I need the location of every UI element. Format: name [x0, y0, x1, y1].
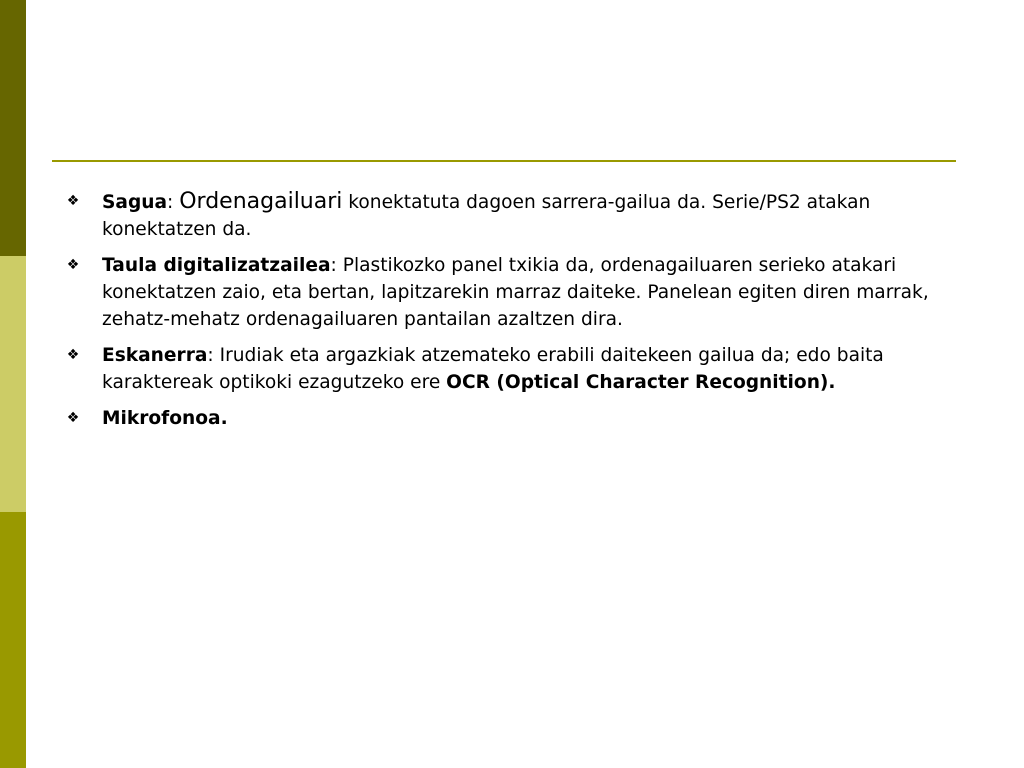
diamond-cluster-icon: ❖	[66, 257, 80, 273]
sidebar-band-top	[0, 0, 26, 256]
title-divider	[52, 160, 956, 162]
item-text: Irudiak eta argazkiak atzemateko erabili daitekeen gailua da; edo baita karaktereak optikoki ezagutzeko ere	[102, 345, 884, 393]
item-text: konektatuta dagoen sarrera-gailua da. Serie/PS2 atakan konektatzen da.	[102, 192, 871, 240]
item-term: Sagua	[102, 192, 168, 213]
item-strong: OCR (Optical Character Recognition).	[446, 372, 836, 393]
bullet-list	[64, 188, 959, 441]
item-term: Taula digitalizatzailea	[102, 255, 331, 276]
sidebar-accent	[0, 0, 26, 768]
item-separator: :	[207, 345, 220, 366]
sidebar-band-bottom	[0, 512, 26, 768]
diamond-cluster-icon: ❖	[66, 347, 80, 363]
list-item-eskanerra	[64, 342, 959, 396]
item-text: Plastikozko panel txikia da, ordenagailuaren serieko atakari konektatzen zaio, eta bertan, lapitzarekin marraz daiteke. Panelean egiten diren marrak, zehatz-mehatz ordenagailuaren pantailan azaltzen dira.	[102, 255, 929, 330]
item-term: Eskanerra	[102, 345, 208, 366]
list-item-taula-digitalizatzailea	[64, 252, 959, 333]
item-emphasis: Ordenagailuari	[179, 189, 343, 214]
diamond-cluster-icon: ❖	[66, 410, 80, 426]
list-item-mikrofonoa	[64, 405, 959, 432]
sidebar-band-middle	[0, 256, 26, 512]
list-item-sagua	[64, 188, 959, 243]
item-separator: :	[167, 192, 180, 213]
item-term: Mikrofonoa.	[102, 408, 228, 429]
item-separator: :	[330, 255, 343, 276]
diamond-cluster-icon: ❖	[66, 193, 80, 209]
